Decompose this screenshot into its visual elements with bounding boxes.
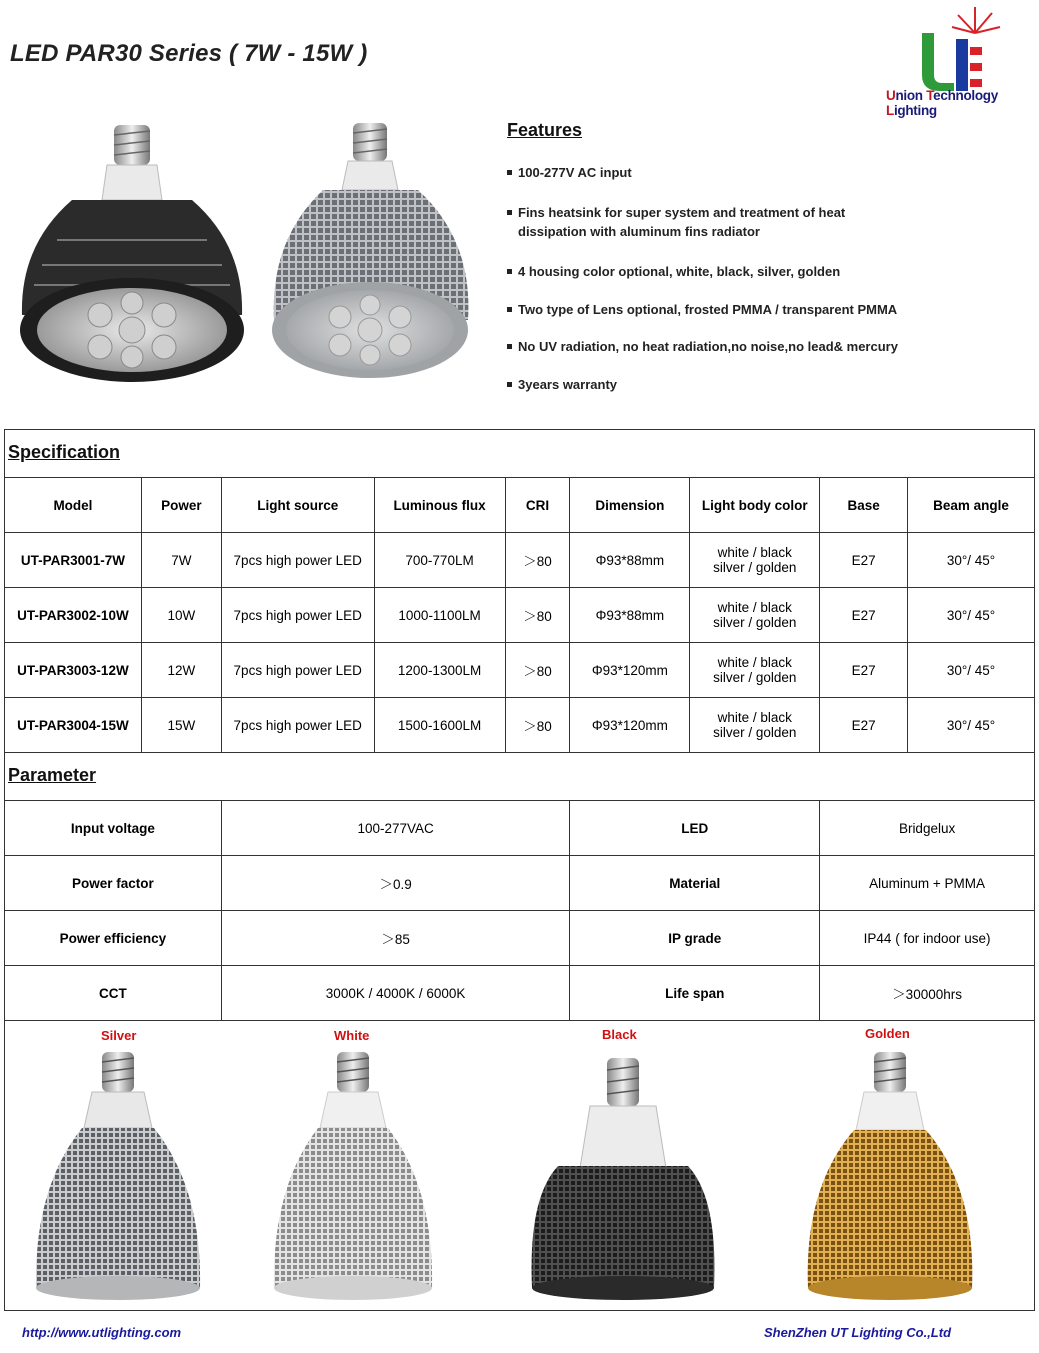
cell-dimension: Φ93*120mm bbox=[570, 698, 690, 753]
cell-beam: 30°/ 45° bbox=[908, 698, 1035, 753]
cell-dimension: Φ93*120mm bbox=[570, 643, 690, 698]
cell-power: 10W bbox=[141, 588, 221, 643]
table-row bbox=[5, 533, 1035, 588]
cell-power: 7W bbox=[141, 533, 221, 588]
cell-cri: ＞80 bbox=[505, 588, 570, 643]
cell-model: UT-PAR3001-7W bbox=[5, 533, 142, 588]
cell-source: 7pcs high power LED bbox=[221, 588, 374, 643]
table-row bbox=[5, 856, 1035, 911]
param-value: Aluminum + PMMA bbox=[820, 856, 1035, 911]
param-label: Power factor bbox=[5, 856, 222, 911]
feature-item: 4 housing color optional, white, black, silver, golden bbox=[507, 262, 1027, 281]
table-row bbox=[5, 588, 1035, 643]
white-bulb-photo bbox=[268, 1048, 438, 1303]
footer-company: ShenZhen UT Lighting Co.,Ltd bbox=[764, 1325, 952, 1340]
cell-flux: 1200-1300LM bbox=[374, 643, 505, 698]
cell-flux: 1000-1100LM bbox=[374, 588, 505, 643]
param-value: 100-277VAC bbox=[221, 801, 570, 856]
cell-dimension: Φ93*88mm bbox=[570, 588, 690, 643]
color-label-white: White bbox=[334, 1028, 370, 1043]
param-label: IP grade bbox=[570, 911, 820, 966]
cell-power: 12W bbox=[141, 643, 221, 698]
cell-color: white / black silver / golden bbox=[690, 588, 820, 643]
cell-source: 7pcs high power LED bbox=[221, 533, 374, 588]
header-cri: CRI bbox=[505, 478, 570, 533]
param-label: Input voltage bbox=[5, 801, 222, 856]
param-label: CCT bbox=[5, 966, 222, 1021]
footer-url[interactable]: http://www.utlighting.com bbox=[22, 1325, 182, 1340]
black-bulb-photo bbox=[528, 1048, 718, 1303]
header-light-body-color: Light body color bbox=[690, 478, 820, 533]
cell-base: E27 bbox=[820, 588, 908, 643]
parameter-title: Parameter bbox=[8, 765, 97, 785]
param-value: ＞85 bbox=[221, 911, 570, 966]
param-value: ＞0.9 bbox=[221, 856, 570, 911]
features-list bbox=[507, 163, 1027, 394]
cell-beam: 30°/ 45° bbox=[908, 588, 1035, 643]
param-label: Life span bbox=[570, 966, 820, 1021]
features-section bbox=[507, 120, 1027, 394]
param-label: LED bbox=[570, 801, 820, 856]
header-beam-angle: Beam angle bbox=[908, 478, 1035, 533]
features-title: Features bbox=[507, 120, 583, 140]
specification-table bbox=[4, 477, 1035, 753]
cell-color: white / black silver / golden bbox=[690, 533, 820, 588]
cell-beam: 30°/ 45° bbox=[908, 643, 1035, 698]
page-title: LED PAR30 Series ( 7W - 15W ) bbox=[10, 40, 368, 67]
feature-item: 100-277V AC input bbox=[507, 163, 1027, 182]
param-label: Power efficiency bbox=[5, 911, 222, 966]
cell-cri: ＞80 bbox=[505, 643, 570, 698]
table-header-row bbox=[5, 478, 1035, 533]
feature-item: Fins heatsink for super system and treatment of heat dissipation with aluminum fins radiator bbox=[507, 203, 1027, 241]
cell-source: 7pcs high power LED bbox=[221, 643, 374, 698]
cell-flux: 700-770LM bbox=[374, 533, 505, 588]
table-row bbox=[5, 801, 1035, 856]
param-value: Bridgelux bbox=[820, 801, 1035, 856]
cell-power: 15W bbox=[141, 698, 221, 753]
param-value: IP44 ( for indoor use) bbox=[820, 911, 1035, 966]
table-row bbox=[5, 698, 1035, 753]
silver-bulb-photo bbox=[268, 115, 478, 385]
cell-model: UT-PAR3004-15W bbox=[5, 698, 142, 753]
param-value: ＞30000hrs bbox=[820, 966, 1035, 1021]
golden-bulb-photo bbox=[800, 1048, 980, 1303]
color-label-golden: Golden bbox=[865, 1026, 910, 1041]
cell-color: white / black silver / golden bbox=[690, 643, 820, 698]
header-luminous-flux: Luminous flux bbox=[374, 478, 505, 533]
parameter-table bbox=[4, 800, 1035, 1021]
header-light-source: Light source bbox=[221, 478, 374, 533]
feature-item: No UV radiation, no heat radiation,no noise,no lead& mercury bbox=[507, 337, 1027, 356]
param-label: Material bbox=[570, 856, 820, 911]
table-row bbox=[5, 966, 1035, 1021]
cell-model: UT-PAR3002-10W bbox=[5, 588, 142, 643]
cell-beam: 30°/ 45° bbox=[908, 533, 1035, 588]
param-value: 3000K / 4000K / 6000K bbox=[221, 966, 570, 1021]
cell-model: UT-PAR3003-12W bbox=[5, 643, 142, 698]
cell-source: 7pcs high power LED bbox=[221, 698, 374, 753]
specification-title: Specification bbox=[8, 442, 121, 462]
header-power: Power bbox=[141, 478, 221, 533]
feature-item: 3years warranty bbox=[507, 375, 1027, 394]
cell-base: E27 bbox=[820, 643, 908, 698]
silver-bulb-photo bbox=[30, 1048, 205, 1303]
cell-dimension: Φ93*88mm bbox=[570, 533, 690, 588]
black-bulb-photo bbox=[12, 115, 252, 385]
logo-text: Union Technology Lighting bbox=[886, 88, 998, 118]
cell-color: white / black silver / golden bbox=[690, 698, 820, 753]
cell-base: E27 bbox=[820, 698, 908, 753]
color-label-black: Black bbox=[602, 1027, 637, 1042]
table-row bbox=[5, 911, 1035, 966]
color-label-silver: Silver bbox=[101, 1028, 137, 1043]
table-row bbox=[5, 643, 1035, 698]
header-dimension: Dimension bbox=[570, 478, 690, 533]
header-model: Model bbox=[5, 478, 142, 533]
feature-item: Two type of Lens optional, frosted PMMA / transparent PMMA bbox=[507, 300, 1027, 319]
cell-cri: ＞80 bbox=[505, 698, 570, 753]
header-base: Base bbox=[820, 478, 908, 533]
cell-flux: 1500-1600LM bbox=[374, 698, 505, 753]
cell-cri: ＞80 bbox=[505, 533, 570, 588]
cell-base: E27 bbox=[820, 533, 908, 588]
